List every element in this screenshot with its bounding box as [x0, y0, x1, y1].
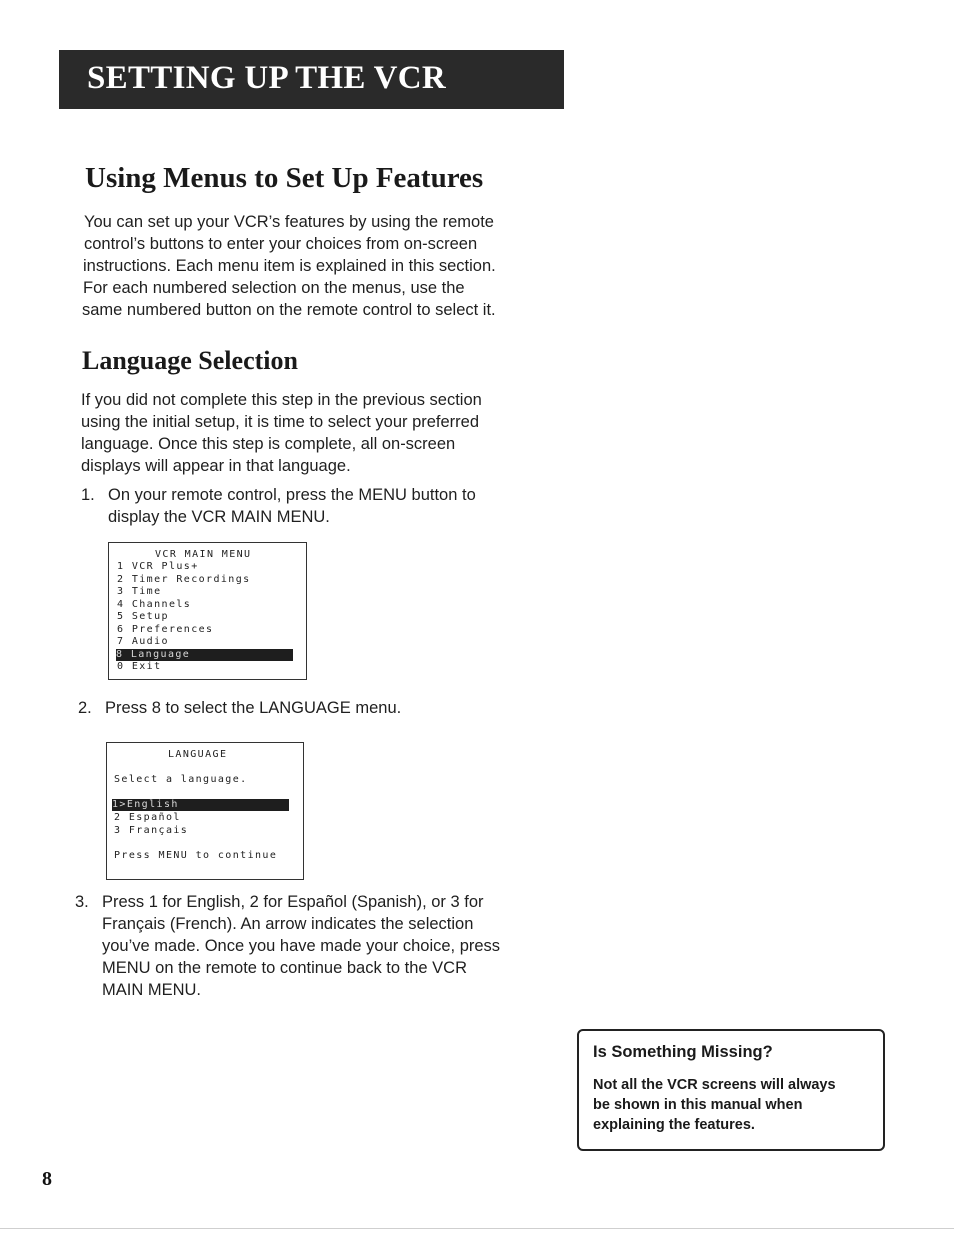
menu-item: 0 Exit	[117, 661, 162, 672]
step-text-line: Français (French). An arrow indicates the selection	[102, 915, 474, 933]
vcr-main-menu-screen	[108, 542, 307, 680]
note-line: Not all the VCR screens will always	[593, 1077, 836, 1093]
step-3	[75, 891, 555, 1001]
screen-footer: Press MENU to continue	[114, 850, 278, 861]
step-text-line: display the VCR MAIN MENU.	[108, 508, 330, 526]
language-menu-screen	[106, 742, 304, 880]
paragraph-line: using the initial setup, it is time to select your preferred	[81, 413, 480, 431]
paragraph-line: For each numbered selection on the menus, use the	[83, 279, 465, 297]
chapter-title: SETTING UP THE VCR	[87, 60, 447, 96]
section-title-using-menus: Using Menus to Set Up Features	[85, 162, 484, 194]
bottom-rule	[0, 1228, 954, 1229]
note-title: Is Something Missing?	[593, 1043, 773, 1061]
menu-item: 6 Preferences	[117, 623, 214, 635]
screen-prompt: Select a language.	[114, 774, 248, 785]
language-option: 3 Français	[114, 824, 189, 836]
menu-item: 7 Audio	[117, 636, 169, 647]
note-box	[577, 1029, 885, 1151]
step-number: 1.	[81, 486, 95, 504]
menu-item: 4 Channels	[117, 598, 192, 610]
note-line: be shown in this manual when	[593, 1097, 803, 1113]
note-body	[593, 1075, 873, 1135]
menu-item: 3 Time	[117, 586, 162, 597]
menu-item: 2 Timer Recordings	[117, 573, 251, 585]
language-option-highlighted: 1>English	[112, 799, 289, 811]
step-text-line: Press 1 for English, 2 for Español (Spanish), or 3 for	[102, 893, 484, 911]
menu-item-highlighted: 8 Language	[116, 649, 293, 661]
step-text-line: MAIN MENU.	[102, 981, 201, 999]
screen-title: LANGUAGE	[168, 749, 228, 760]
language-option: 2 Español	[114, 812, 181, 823]
step-1	[81, 484, 551, 528]
step-text-line: you’ve made. Once you have made your choice, press	[102, 937, 501, 955]
step-number: 3.	[75, 893, 89, 911]
section-title-language-selection: Language Selection	[82, 346, 298, 375]
paragraph-line: language. Once this step is complete, all on-screen	[81, 435, 456, 453]
note-line: explaining the features.	[593, 1117, 755, 1133]
step-text-line: On your remote control, press the MENU button to	[108, 486, 476, 504]
step-text-line: Press 8 to select the LANGUAGE menu.	[105, 699, 402, 717]
menu-item: 5 Setup	[117, 611, 169, 622]
menu-item: 1 VCR Plus+	[117, 561, 199, 572]
paragraph-line: displays will appear in that language.	[81, 457, 351, 475]
paragraph-line: control’s buttons to enter your choices from on-screen	[84, 235, 478, 253]
paragraph-line: You can set up your VCR’s features by using the remote	[84, 213, 494, 231]
paragraph-line: If you did not complete this step in the previous section	[81, 391, 482, 409]
page-number: 8	[42, 1168, 52, 1190]
step-2	[78, 697, 548, 719]
paragraph-line: instructions. Each menu item is explained in this section.	[83, 257, 496, 275]
chapter-header-bar	[59, 50, 564, 109]
step-number: 2.	[78, 699, 92, 717]
step-text-line: MENU on the remote to continue back to the VCR	[102, 959, 468, 977]
paragraph-line: same numbered button on the remote control to select it.	[82, 301, 496, 319]
screen-title: VCR MAIN MENU	[155, 549, 252, 560]
